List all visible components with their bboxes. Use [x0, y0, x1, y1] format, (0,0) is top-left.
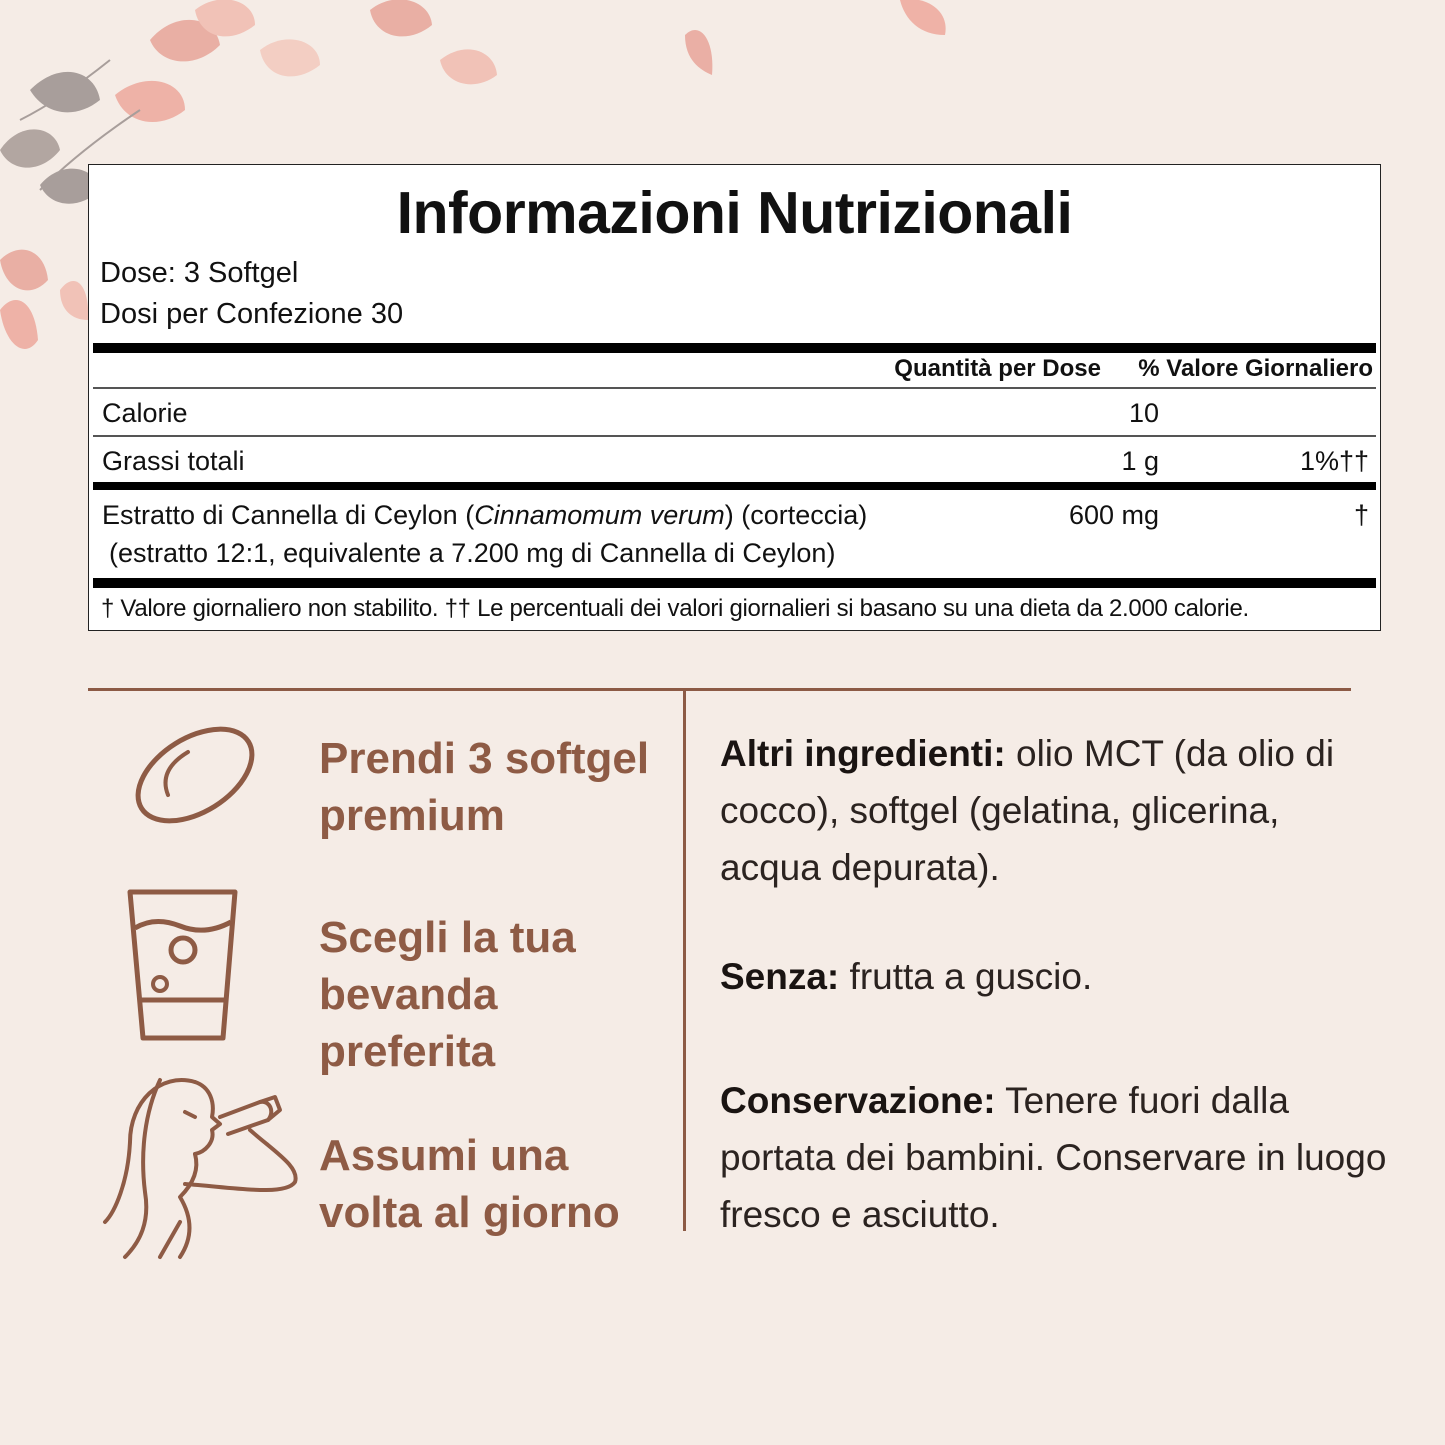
footnote: † Valore giornaliero non stabilito. †† Le percentuali dei valori giornalieri si basano su una dieta da 2.000 calorie. — [101, 595, 1249, 622]
glass-icon — [125, 888, 240, 1043]
other-ingredients-label: Altri ingredienti: — [720, 733, 1006, 774]
step-once-daily: Assumi una volta al giorno — [319, 1131, 620, 1237]
divider — [93, 387, 1376, 389]
extract-name-prefix: Estratto di Cannella di Ceylon ( — [102, 500, 475, 530]
row-amount-extract: 600 mg — [1068, 500, 1159, 530]
row-dv-extract: † — [1353, 500, 1369, 530]
free-from-text: frutta a guscio. — [839, 956, 1093, 997]
extract-detail: (estratto 12:1, equivalente a 7.200 mg di Cannella di Ceylon) — [109, 538, 836, 568]
vertical-divider — [683, 691, 686, 1231]
header-amount-per-dose: Quantità per Dose — [894, 355, 1101, 382]
free-from — [720, 948, 1390, 1005]
divider — [93, 435, 1376, 437]
row-amount-total-fat: 1 g — [1121, 446, 1159, 476]
serving-size: Dose: 3 Softgel — [100, 257, 299, 289]
header-daily-value: % Valore Giornaliero — [1138, 355, 1373, 382]
other-ingredients-text: olio MCT (da olio di cocco), softgel (gelatina, glicerina, acqua depurata). — [720, 733, 1335, 888]
row-name-total-fat: Grassi totali — [102, 446, 245, 476]
thick-divider — [93, 343, 1376, 353]
nutrition-facts-panel — [88, 164, 1381, 631]
storage-text: Tenere fuori dalla portata dei bambini. Conservare in luogo fresco e asciutto. — [720, 1080, 1387, 1235]
extract-latin-name: Cinnamomum verum — [474, 500, 725, 530]
storage — [720, 1072, 1390, 1243]
step-choose-drink: Scegli la tua bevanda preferita — [319, 913, 576, 1076]
step-take-softgel: Prendi 3 softgel premium — [319, 734, 650, 840]
other-ingredients — [720, 725, 1390, 896]
extract-name-suffix: ) (corteccia) — [724, 500, 868, 530]
storage-label: Conservazione: — [720, 1080, 996, 1121]
row-name-extract — [102, 500, 867, 531]
row-amount-calorie: 10 — [1128, 398, 1159, 428]
servings-per-container: Dosi per Confezione 30 — [100, 298, 404, 330]
thick-divider — [93, 578, 1376, 588]
panel-title: Informazioni Nutrizionali — [396, 180, 1073, 246]
medium-divider — [93, 482, 1376, 490]
softgel-icon — [128, 720, 263, 830]
horizontal-divider — [88, 688, 1351, 691]
woman-drinking-icon — [100, 1072, 310, 1262]
row-dv-total-fat: 1%†† — [1299, 446, 1369, 476]
free-from-label: Senza: — [720, 956, 840, 997]
row-name-calorie: Calorie — [102, 398, 188, 428]
